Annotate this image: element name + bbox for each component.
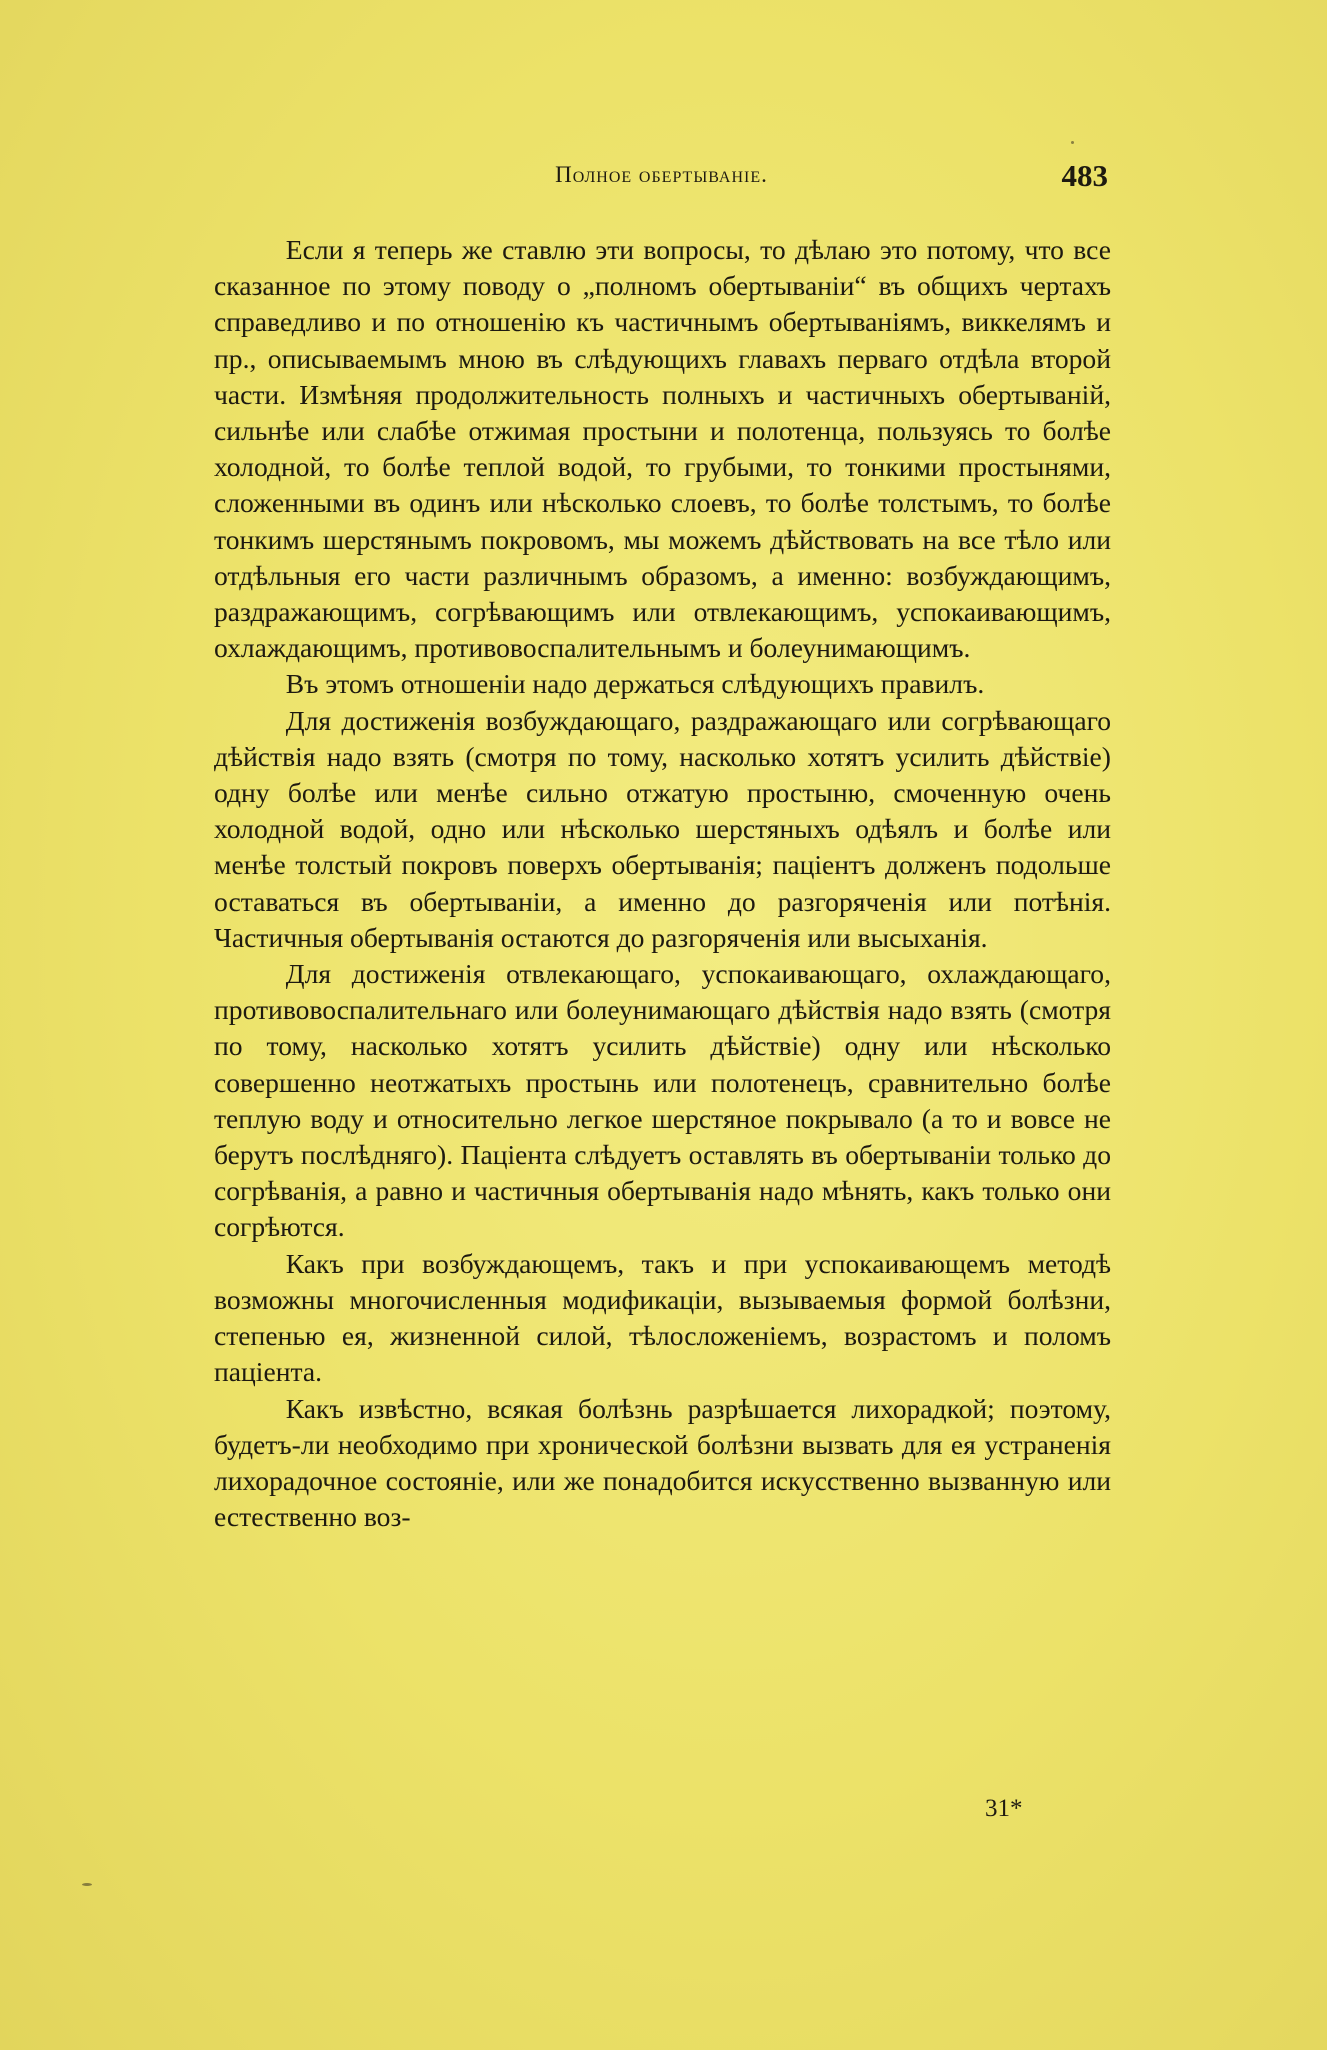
paragraph: Какъ извѣстно, всякая болѣзнь разрѣшается лихорадкой; поэтому, будетъ-ли необходимо при хронической болѣзни вызвать для ея устраненія лихорадочное состояніе, или же понадобится искусственно вызванную или естественно воз- (214, 1392, 1111, 1533)
body-text (214, 232, 1111, 1535)
paper-speck (82, 1883, 92, 1886)
page-number: 483 (1061, 158, 1108, 193)
paragraph: Какъ при возбуждающемъ, такъ и при успокаивающемъ методѣ возможны многочисленныя модификаціи, вызываемыя формой болѣзни, степенью ея, жизненной силой, тѣлосложеніемъ, возрастомъ и поломъ паціента. (214, 1247, 1111, 1388)
running-head (215, 158, 1108, 194)
paragraph: Если я теперь же ставлю эти вопросы, то дѣлаю это потому, что все сказанное по этому поводу о „полномъ обертываніи“ въ общихъ чертахъ справедливо и по отношенію къ частичнымъ обертываніямъ, виккелямъ и пр., описываемымъ мною въ слѣдующихъ главахъ перваго отдѣла второй части. Измѣняя продолжительность полныхъ и частичныхъ обертываній, сильнѣе или слабѣе отжимая простыни и полотенца, пользуясь то болѣе холодной, то болѣе теплой водой, то грубыми, то тонкими простынями, сложенными въ одинъ или нѣсколько слоевъ, то болѣе толстымъ, то болѣе тонкимъ шерстянымъ покровомъ, мы можемъ дѣйствовать на все тѣло или отдѣльныя его части различнымъ образомъ, а именно: возбуждающимъ, раздражающимъ, согрѣвающимъ или отвлекающимъ, успокаивающимъ, охлаждающимъ, противовоспалительнымъ и болеунимающимъ. (214, 234, 1111, 664)
paragraph: Для достиженія возбуждающаго, раздражающаго или согрѣвающаго дѣйствія надо взять (смотря по тому, насколько хотятъ усилить дѣйствіе) одну болѣе или менѣе сильно отжатую простыню, смоченную очень холодной водой, одно или нѣсколько шерстяныхъ одѣялъ и болѣе или менѣе толстый покровъ поверхъ обертыванія; паціентъ долженъ подольше оставаться въ обертываніи, а именно до разгоряченія или потѣнія. Частичныя обертыванія остаются до разгоряченія или высыханія. (214, 704, 1111, 953)
running-title: Полное обертываніе. (555, 162, 768, 187)
signature-mark: 31* (985, 1795, 1023, 1822)
paragraph: Въ этомъ отношеніи надо держаться слѣдующихъ правилъ. (285, 668, 985, 700)
paper-speck (1071, 141, 1074, 144)
paragraph: Для достиженія отвлекающаго, успокаивающаго, охлаждающаго, противовоспалительнаго или болеунимающаго дѣйствія надо взять (смотря по тому, насколько хотятъ усилить дѣйствіе) одну или нѣсколько совершенно неотжатыхъ простынь или полотенецъ, сравнительно болѣе теплую воду и относительно легкое шерстяное покрывало (а то и вовсе не берутъ послѣдняго). Паціента слѣдуетъ оставлять въ обертываніи только до согрѣванія, а равно и частичныя обертыванія надо мѣнять, какъ только они согрѣются. (214, 958, 1111, 1243)
